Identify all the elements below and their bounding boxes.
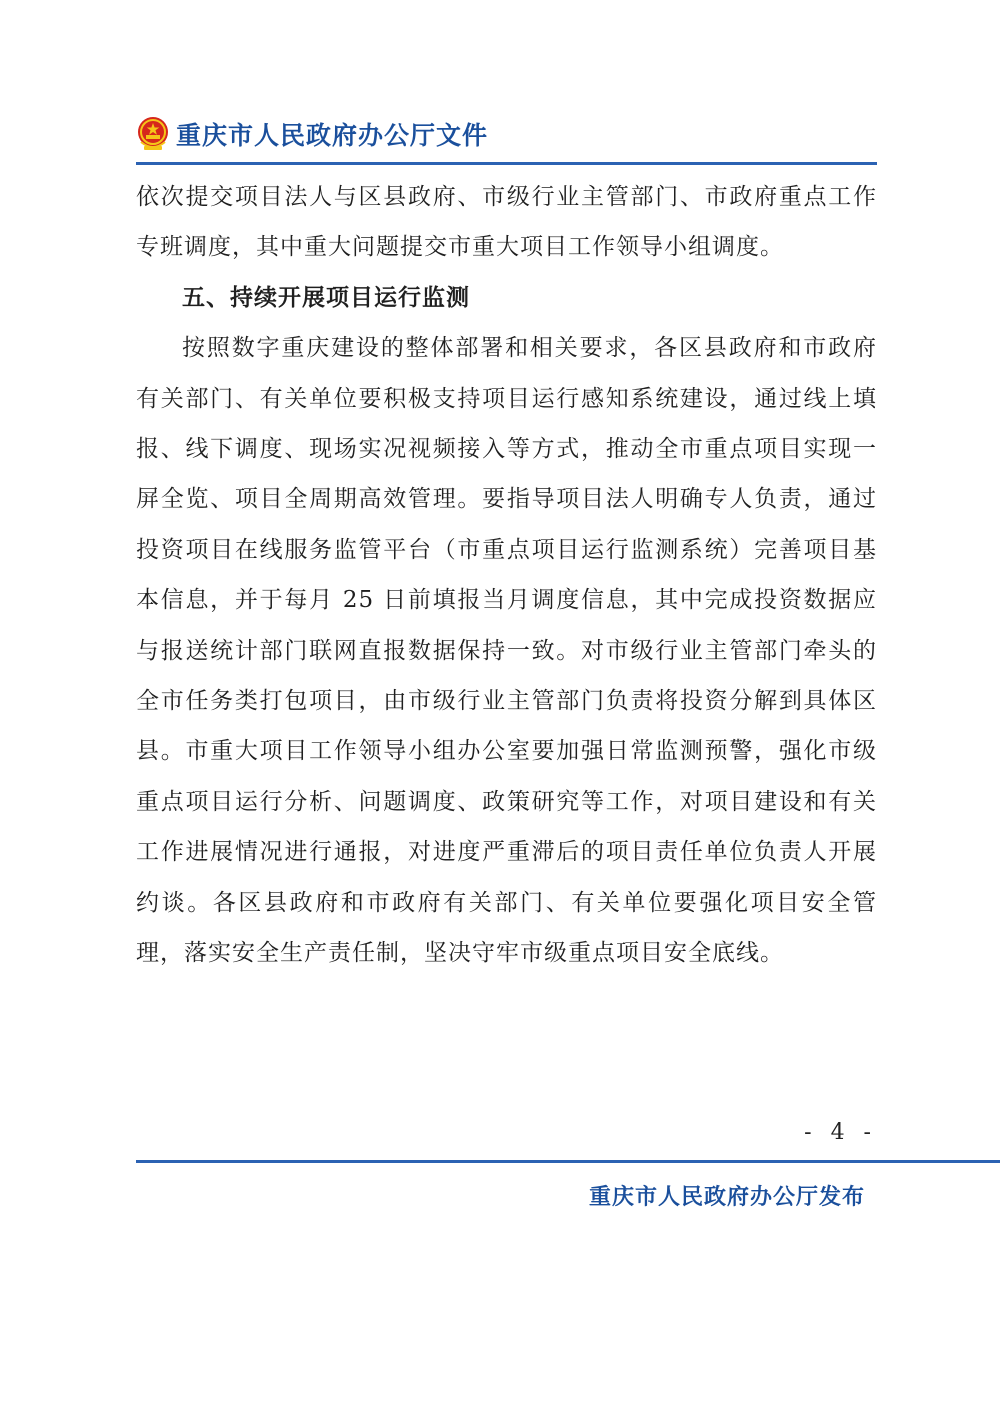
footer-divider xyxy=(136,1160,1000,1163)
header-divider xyxy=(136,162,877,165)
national-emblem-icon xyxy=(136,114,170,154)
page-number: - 4 - xyxy=(804,1120,877,1145)
document-header xyxy=(136,110,488,158)
section-paragraph: 按照数字重庆建设的整体部署和相关要求，各区县政府和市政府有关部门、有关单位要积极支持项目运行感知系统建设，通过线上填报、线下调度、现场实况视频接入等方式，推动全市重点项目实现一屏全览、项目全周期高效管理。要指导项目法人明确专人负责，通过投资项目在线服务监管平台（市重点项目运行监测系统）完善项目基本信息，并于每月 25 日前填报当月调度信息，其中完成投资数据应与报送统计部门联网直报数据保持一致。对市级行业主管部门牵头的全市任务类打包项目，由市级行业主管部门负责将投资分解到具体区县。市重大项目工作领导小组办公室要加强日常监测预警，强化市级重点项目运行分析、问题调度、政策研究等工作，对项目建设和有关工作进展情况进行通报，对进度严重滞后的项目责任单位负责人开展约谈。各区县政府和市政府有关部门、有关单位要强化项目安全管理，落实安全生产责任制，坚决守牢市级重点项目安全底线。 xyxy=(136,335,877,967)
section-heading: 五、持续开展项目运行监测 xyxy=(182,284,470,311)
header-title: 重庆市人民政府办公厅文件 xyxy=(176,121,489,150)
continuation-paragraph: 依次提交项目法人与区县政府、市级行业主管部门、市政府重点工作专班调度，其中重大问题提交市重大项目工作领导小组调度。 xyxy=(136,184,877,261)
document-body xyxy=(136,172,877,979)
footer-publisher: 重庆市人民政府办公厅发布 xyxy=(588,1184,865,1210)
